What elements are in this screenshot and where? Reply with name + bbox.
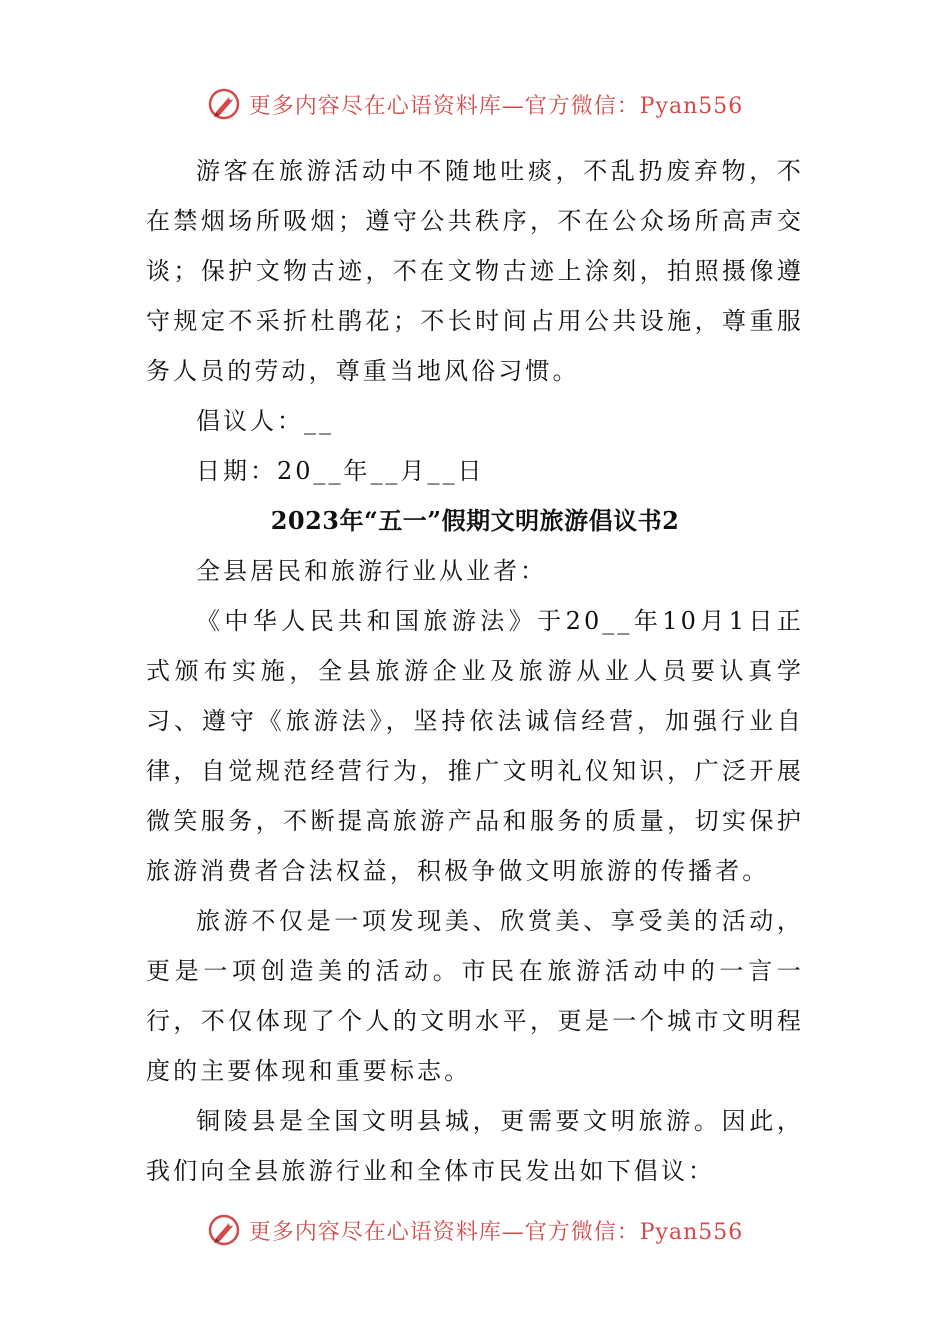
footer-watermark bbox=[0, 1210, 950, 1250]
date-line: 日期：20__年__月__日 bbox=[196, 457, 485, 485]
header-watermark bbox=[0, 84, 950, 124]
pen-logo-icon bbox=[207, 1213, 241, 1247]
watermark-text: 更多内容尽在心语资料库—官方微信：Pyan556 bbox=[248, 1219, 744, 1245]
paragraph: 《中华人民共和国旅游法》于20__年10月1日正式颁布实施，全县旅游企业及旅游从业人员要认真学习、遵守《旅游法》，坚持依法诚信经营，加强行业自律，自觉规范经营行为，推广文明礼仪知识，广泛开展微笑服务，不断提高旅游产品和服务的质量，切实保护旅游消费者合法权益，积极争做文明旅游的传播者。 bbox=[146, 607, 804, 885]
section-title: 2023年“五一”假期文明旅游倡议书2 bbox=[270, 506, 680, 535]
paragraph: 铜陵县是全国文明县城，更需要文明旅游。因此，我们向全县旅游行业和全体市民发出如下倡议： bbox=[146, 1107, 804, 1185]
paragraph: 游客在旅游活动中不随地吐痰，不乱扔废弃物，不在禁烟场所吸烟；遵守公共秩序，不在公众场所高声交谈；保护文物古迹，不在文物古迹上涂刻，拍照摄像遵守规定不采折杜鹃花；不长时间占用公共设施，尊重服务人员的劳动，尊重当地风俗习惯。 bbox=[146, 157, 804, 385]
paragraph: 旅游不仅是一项发现美、欣赏美、享受美的活动，更是一项创造美的活动。市民在旅游活动中的一言一行，不仅体现了个人的文明水平，更是一个城市文明程度的主要体现和重要标志。 bbox=[146, 907, 804, 1085]
watermark-text: 更多内容尽在心语资料库—官方微信：Pyan556 bbox=[248, 93, 744, 119]
salutation: 全县居民和旅游行业从业者： bbox=[196, 557, 547, 585]
proposer-line: 倡议人：__ bbox=[196, 407, 334, 435]
document-body bbox=[146, 146, 804, 1196]
pen-logo-icon bbox=[207, 87, 241, 121]
